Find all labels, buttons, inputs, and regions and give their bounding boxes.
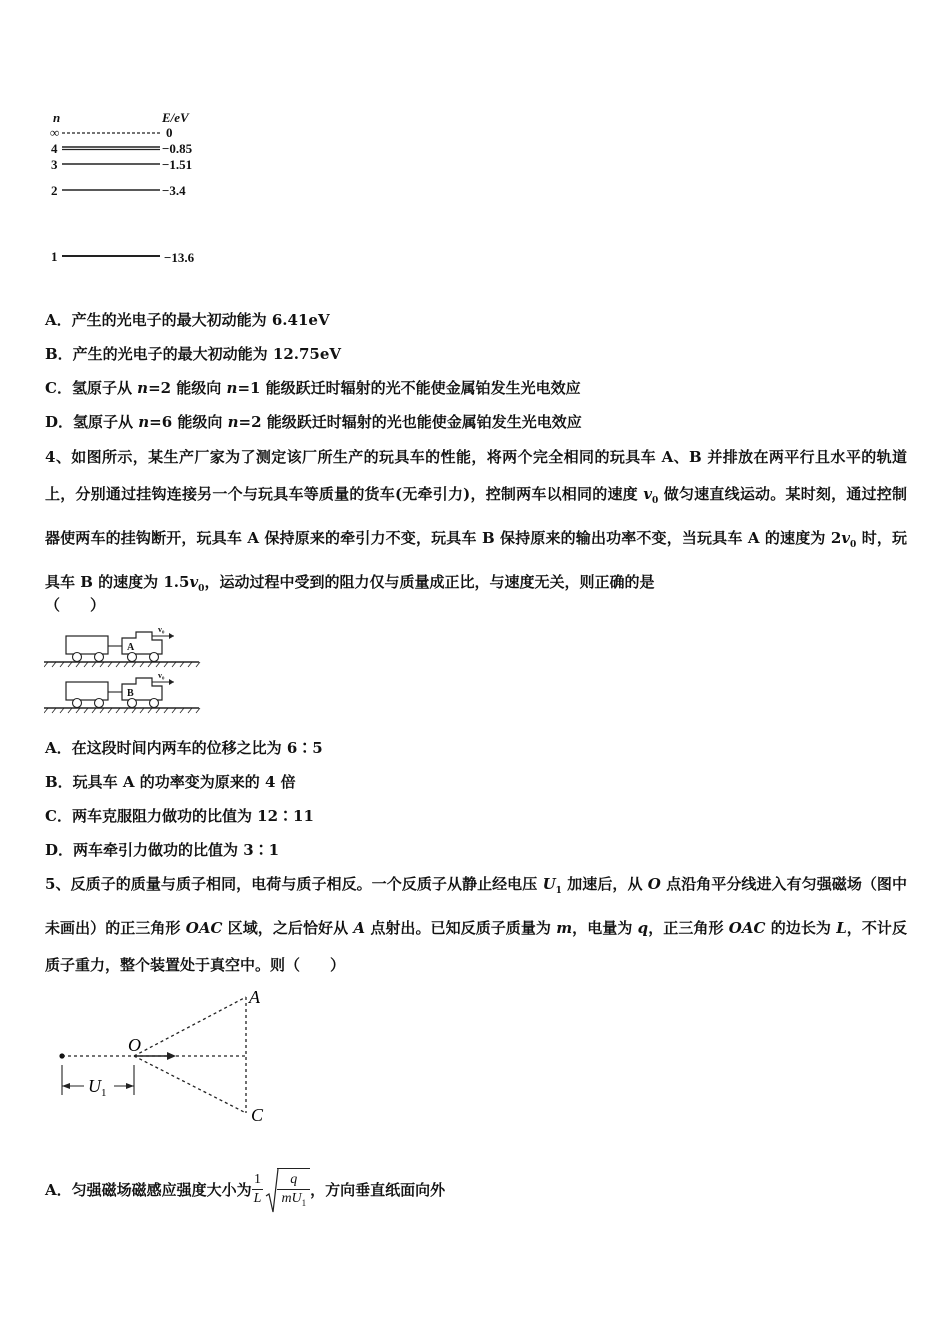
toy-car-b-label: B (127, 688, 134, 699)
q4-answer-bracket: （ ） (45, 596, 106, 614)
level-e-1: −13.6 (164, 250, 195, 265)
cargo-wagon-1 (66, 636, 108, 654)
q4-stem: 4、如图所示，某生产厂家为了测定该厂所生产的玩具车的性能，将两个完全相同的玩具车 A、B 并排放在两平行且水平的轨道上，分别通过挂钩连接另一个与玩具车等质量的货车(无牵引力)，控制两车以相同的速度 $v_0$ 做匀速直线运动。某时刻，通过控制器使两车的挂钩断开，玩具车 A 保持原来的牵引力不变，玩具车 B 保持原来的输出功率不变，当玩具车 A 的速度为 $2v_0$ 时，玩具车 B 的速度为 $1.5v_0$，运动过程中受到的阻力仅与质量成正比，与速度无关，则正确的是 (45, 448, 907, 594)
q4-option-b: B．玩具车 A 的功率变为原来的 4 倍 (45, 773, 296, 791)
level-n-4: 4 (51, 141, 58, 156)
q4-option-a: A．在这段时间内两车的位移之比为 6∶5 (45, 739, 323, 757)
cargo-wagon-2 (66, 682, 108, 700)
q3-option-c: C．氢原子从 n=2 能级向 n=1 能级跃迁时辐射的光不能使金属铂发生光电效应 (45, 379, 581, 397)
formula-fraction: $\frac{1}{L}$ (253, 1172, 262, 1207)
voltage-label: $U_1$ (88, 1076, 107, 1099)
triangle-oac-figure (50, 985, 280, 1125)
formula-sqrt: $\frac{q}{mU_1}$ (265, 1168, 310, 1212)
velocity-label-a: v₀ (158, 625, 165, 634)
energy-axis-label: E/eV (162, 110, 189, 125)
energy-level-diagram (40, 108, 230, 273)
q4-option-c: C．两车克服阻力做功的比值为 12∶11 (45, 807, 314, 825)
n-axis-label: n (53, 110, 61, 125)
q4-option-d: D．两车牵引力做功的比值为 3∶1 (45, 841, 280, 859)
point-o-label: O (128, 1035, 141, 1055)
level-n-1: 1 (51, 249, 58, 264)
level-n-3: 3 (51, 157, 58, 172)
toy-car-a-label: A (127, 642, 135, 653)
side-oc (134, 1056, 246, 1113)
velocity-label-b: v₀ (158, 671, 165, 680)
q3-option-a: A．产生的光电子的最大初动能为 6.41eV (45, 311, 330, 329)
q5-stem: 5、反质子的质量与质子相同，电荷与质子相反。一个反质子从静止经电压 $U_1$ 加速后，从 O 点沿角平分线进入有匀强磁场（图中未画出）的正三角形 OAC 区域，之后恰好从 A 点射出。已知反质子质量为 m，电量为 q，正三角形 OAC 的边长为 L，不计反质子重力，整个装置处于真空中。则（ ） (45, 875, 907, 974)
level-e-inf: 0 (166, 125, 173, 140)
level-n-2: 2 (51, 183, 58, 198)
q3-option-d: D．氢原子从 n=6 能级向 n=2 能级跃迁时辐射的光也能使金属铂发生光电效应 (45, 413, 582, 431)
level-n-inf: ∞ (50, 125, 60, 140)
level-e-3: −1.51 (162, 157, 193, 172)
point-a-label: A (249, 987, 260, 1007)
level-e-4: −0.85 (162, 141, 193, 156)
side-oa (134, 997, 246, 1056)
q5-option-a: A．匀强磁场磁感应强度大小为 $\frac{1}{L}$ $\frac{q}{mU_1}$ ，方向垂直纸面向外 (45, 1168, 445, 1212)
point-c-label: C (251, 1105, 264, 1125)
q3-option-b: B．产生的光电子的最大初动能为 12.75eV (45, 345, 342, 363)
level-e-2: −3.4 (162, 183, 186, 198)
toy-car-figure (44, 622, 204, 718)
